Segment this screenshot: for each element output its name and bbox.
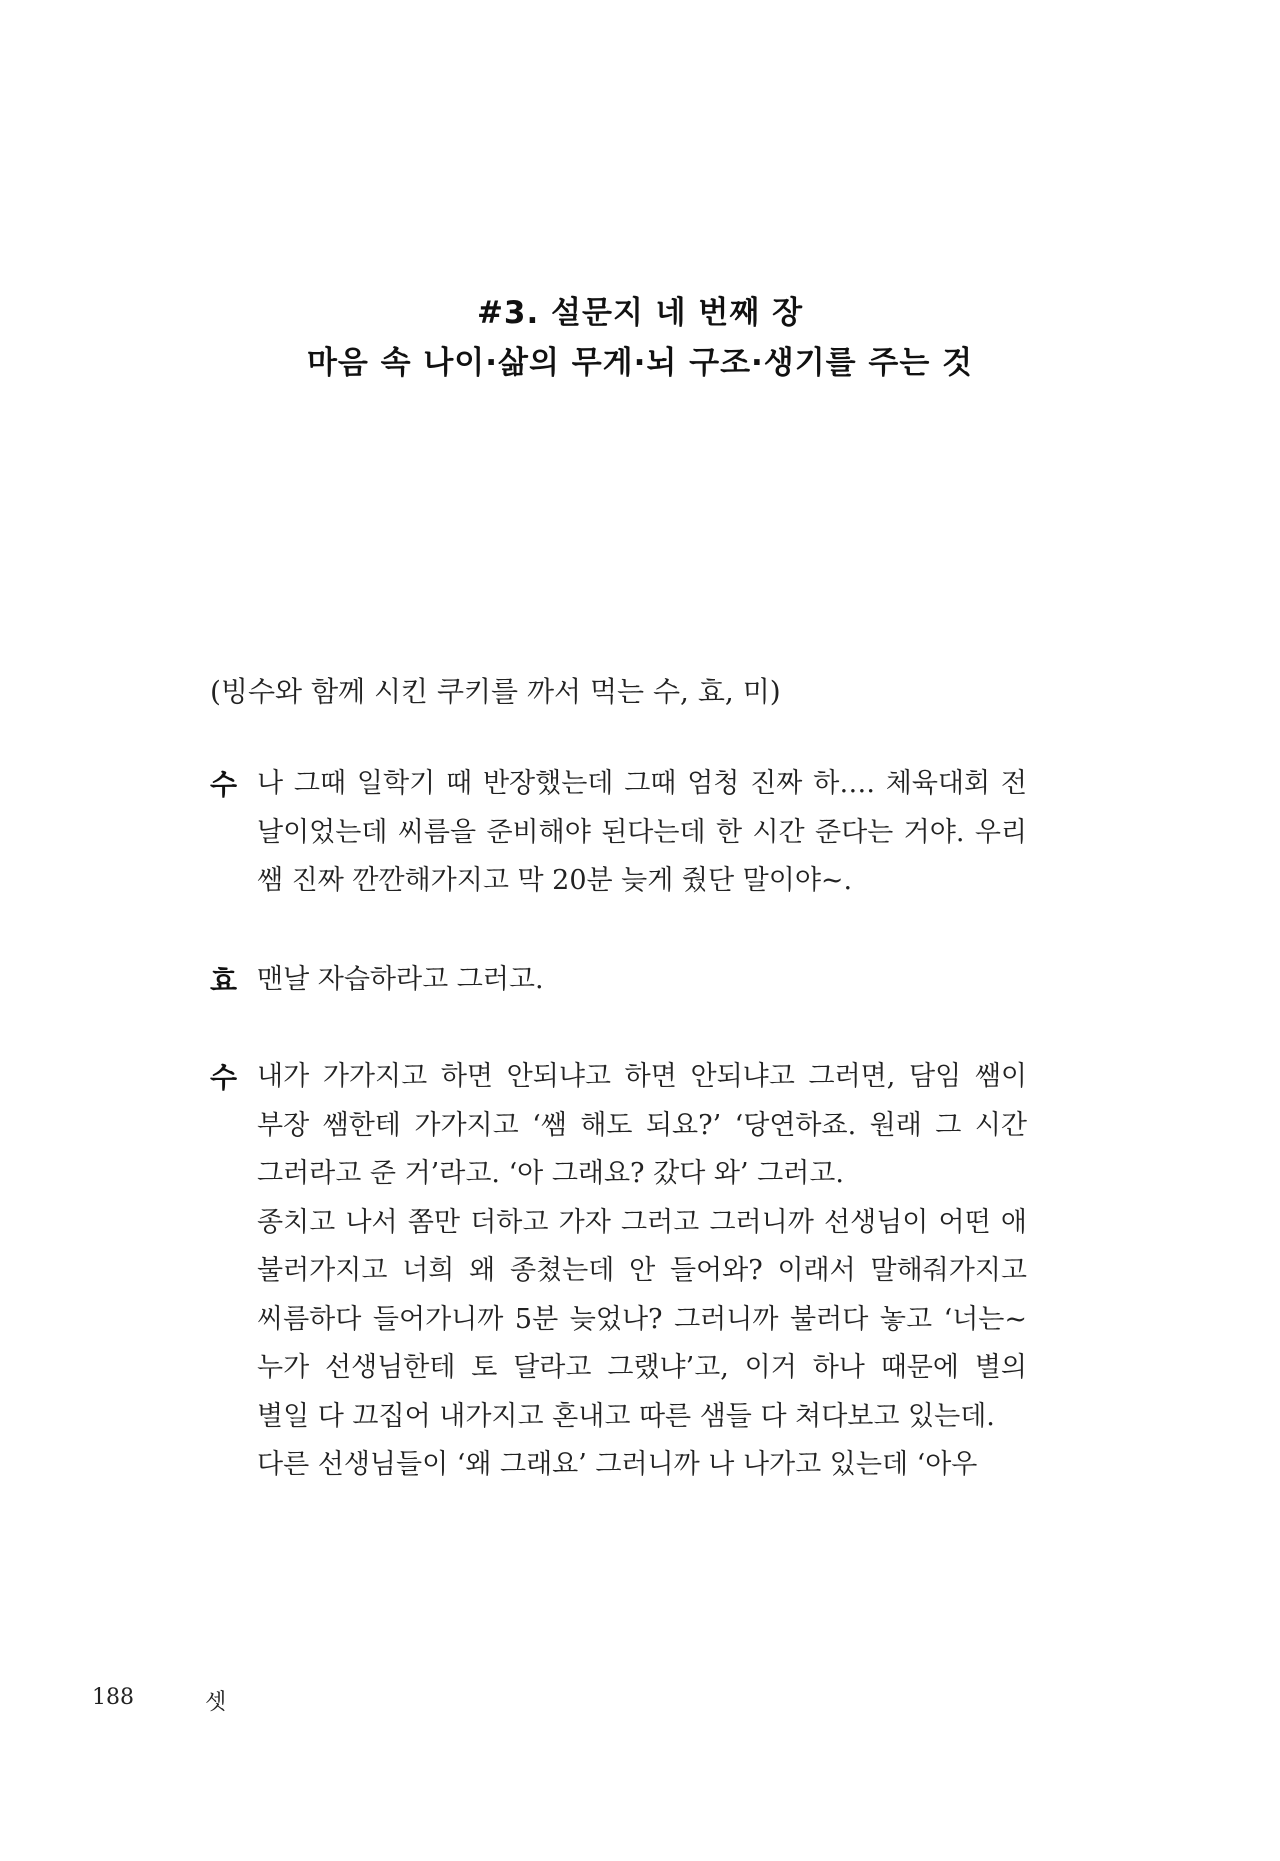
dialogue-paragraph: 내가 가가지고 하면 안되냐고 하면 안되냐고 그러면, 담임 쌤이 부장 쌤한테 가가지고 ‘쌤 해도 되요?’ ‘당연하죠. 원래 그 시간 그러라고 준 거’라고. ‘아 그래요? 갔다 와’ 그러고. <box>257 1061 1027 1189</box>
page-number: 188 <box>92 1685 134 1710</box>
section-label: 셋 <box>205 1690 227 1715</box>
speaker-label: 수 <box>210 1061 238 1094</box>
stage-direction: (빙수와 함께 시킨 쿠키를 까서 먹는 수, 효, 미) <box>210 675 781 708</box>
dialogue-entry <box>210 1053 1030 1490</box>
dialogue-paragraph: 다른 선생님들이 ‘왜 그래요’ 그러니까 나 나가고 있는데 ‘아우 <box>257 1449 978 1480</box>
speaker-label: 수 <box>210 768 238 801</box>
chapter-subtitle: 마음 속 나이·삶의 무게·뇌 구조·생기를 주는 것 <box>306 345 974 381</box>
speaker-label: 효 <box>210 964 238 997</box>
dialogue-entry <box>210 760 1030 906</box>
dialogue-text <box>257 760 1027 906</box>
dialogue-paragraph: 종치고 나서 쫌만 더하고 가자 그러고 그러니까 선생님이 어떤 애 불러가지고 너희 왜 종쳤는데 안 들어와? 이래서 말해줘가지고 씨름하다 들어가니까 5분 늦었나? 그러니까 불러다 놓고 ‘너는~ 누가 선생님한테 토 달라고 그랬냐’고, 이거 하나 때문에 별의 별일 다 끄집어 내가지고 혼내고 따른 샘들 다 쳐다보고 있는데. <box>257 1206 1027 1432</box>
dialogue-paragraph: 맨날 자습하라고 그러고. <box>257 964 544 995</box>
dialogue-text <box>257 1053 1027 1490</box>
chapter-title: #3. 설문지 네 번째 장 <box>476 295 804 331</box>
dialogue-paragraph: 나 그때 일학기 때 반장했는데 그때 엄청 진짜 하…. 체육대회 전 날이었는데 씨름을 준비해야 된다는데 한 시간 준다는 거야. 우리 쌤 진짜 깐깐해가지고 막 20분 늦게 줬단 말이야~. <box>257 768 1027 896</box>
dialogue-entry <box>210 956 1030 1005</box>
dialogue-text <box>257 956 1027 1005</box>
